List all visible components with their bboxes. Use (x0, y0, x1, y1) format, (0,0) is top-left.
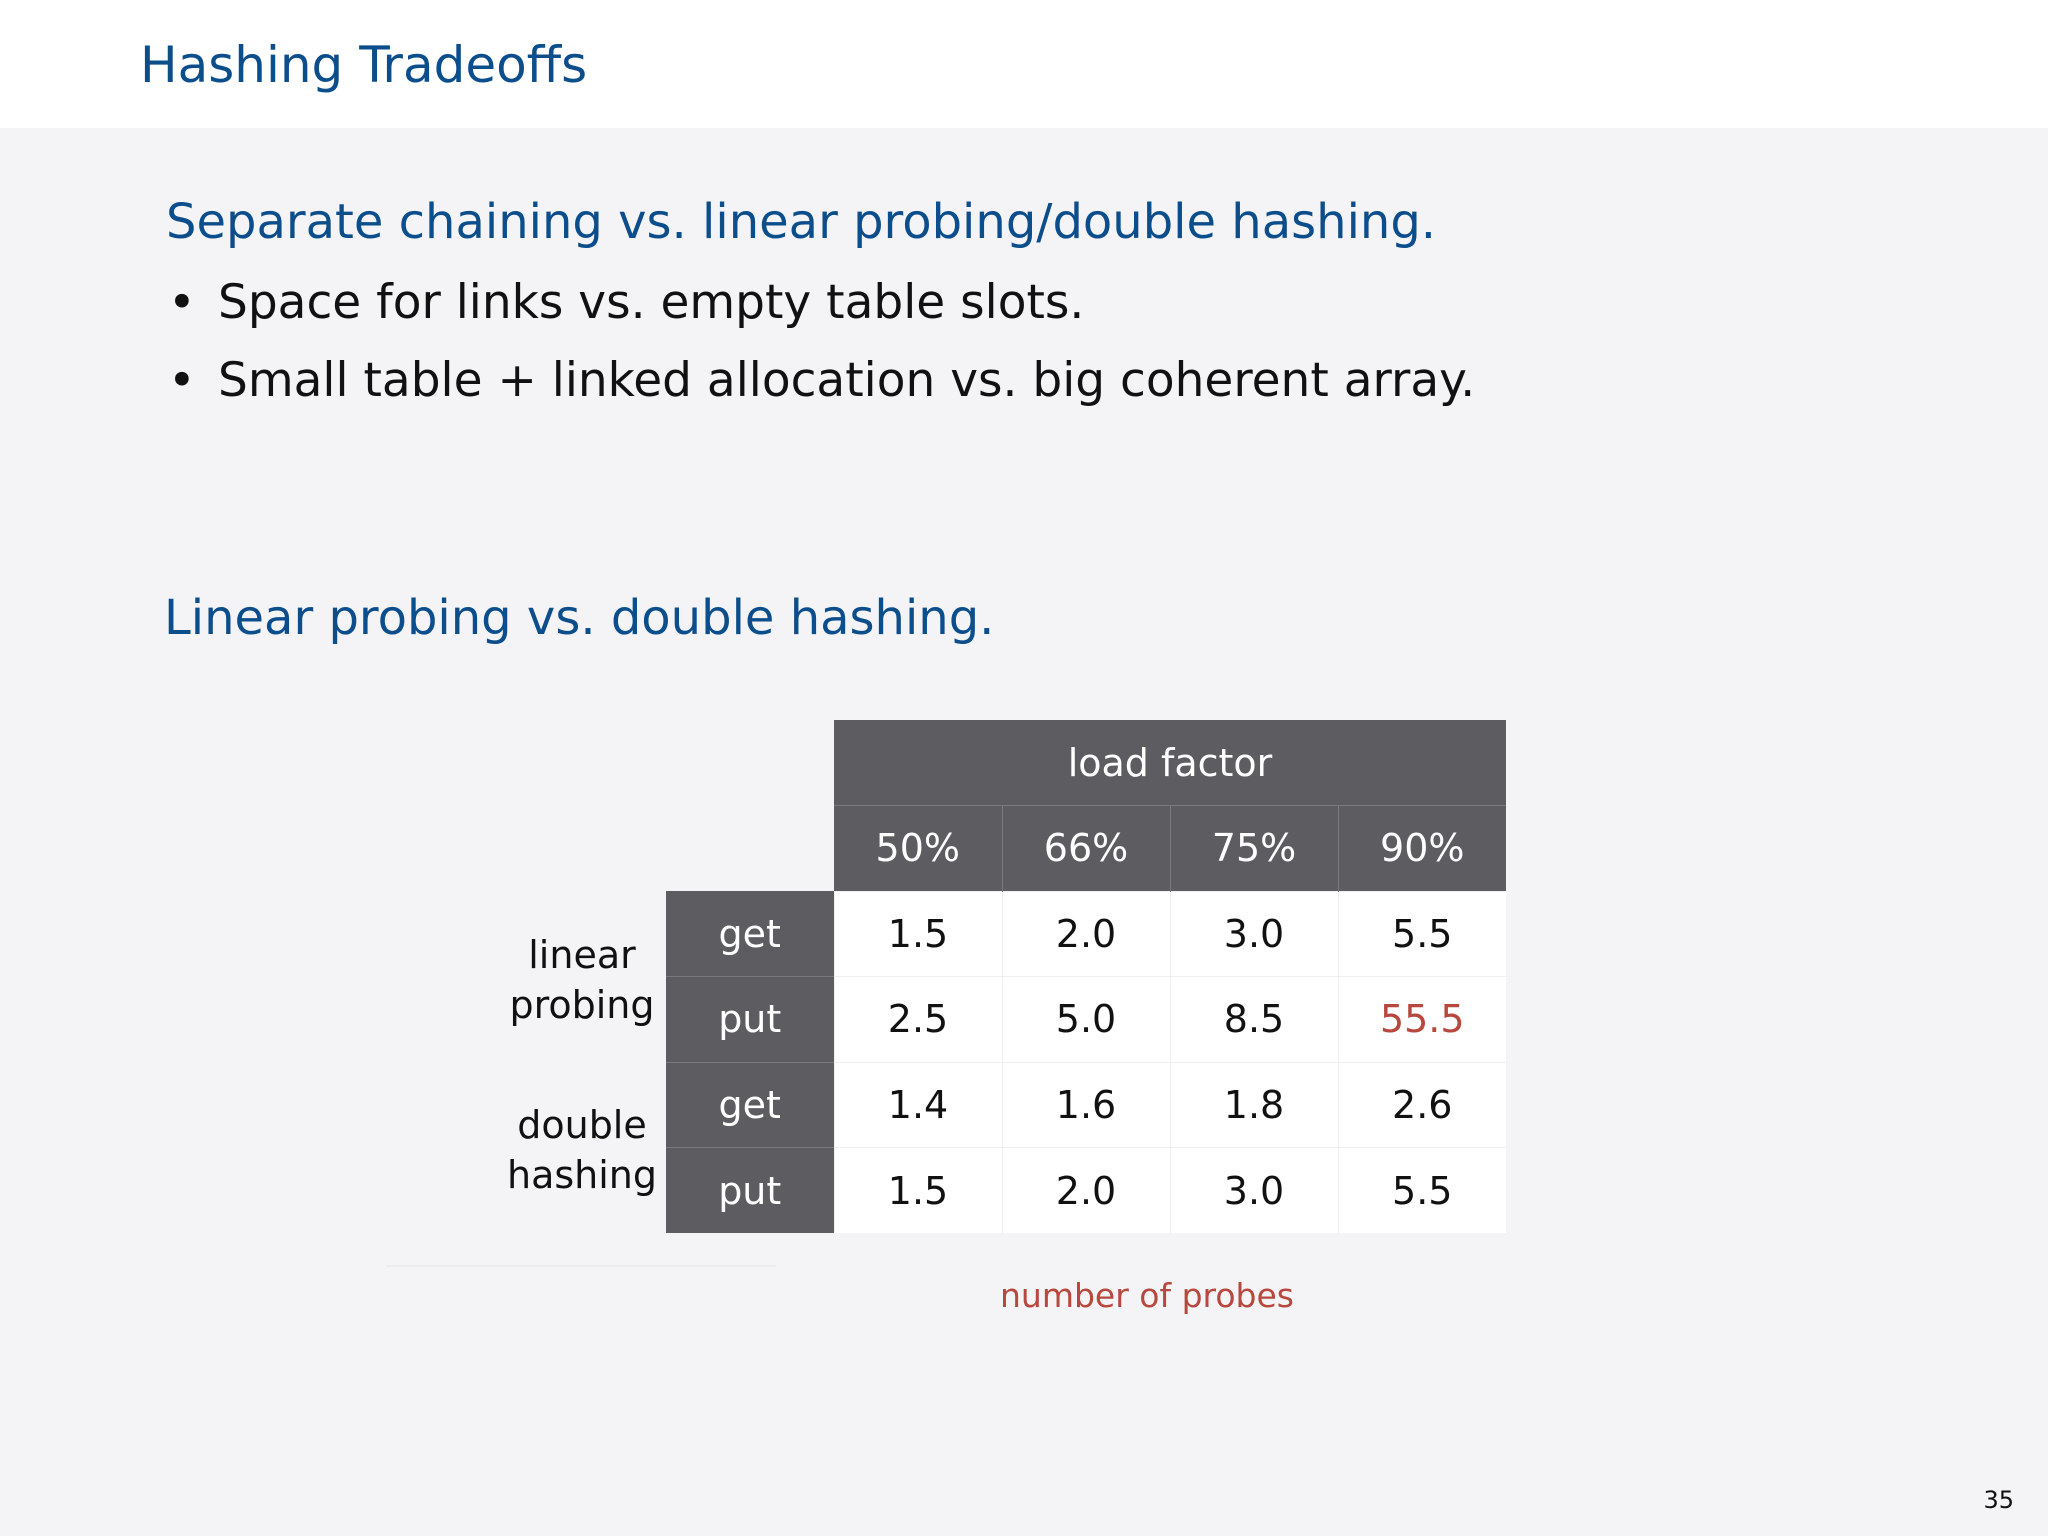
probe-count-table (666, 720, 1506, 1233)
section-heading-chaining: Separate chaining vs. linear probing/double hashing. (166, 194, 1437, 250)
group-label-double-hashing (497, 1100, 667, 1200)
table-cell: 1.5 (834, 1148, 1002, 1234)
bullet-dot: • (168, 275, 196, 330)
operation-label: put (666, 1148, 834, 1234)
table-cell: 2.0 (1002, 891, 1170, 977)
table-cell: 1.4 (834, 1062, 1002, 1148)
column-header: 66% (1002, 806, 1170, 892)
group-label-line: probing (509, 983, 655, 1027)
load-factor-header: load factor (834, 720, 1506, 806)
table-cell: 2.0 (1002, 1148, 1170, 1234)
table-corner (666, 806, 834, 892)
table-cell: 1.8 (1170, 1062, 1338, 1148)
group-label-linear-probing (497, 930, 667, 1030)
table-cell: 2.6 (1338, 1062, 1506, 1148)
table-column-header-row (666, 806, 1506, 892)
bullet-item (168, 353, 1475, 408)
table-cell: 1.6 (1002, 1062, 1170, 1148)
table-row (666, 977, 1506, 1063)
operation-label: put (666, 977, 834, 1063)
section-heading-probing: Linear probing vs. double hashing. (164, 590, 995, 646)
table-header-row (666, 720, 1506, 806)
slide-title: Hashing Tradeoffs (140, 36, 588, 94)
group-label-line: hashing (506, 1153, 657, 1197)
table-cell: 2.5 (834, 977, 1002, 1063)
operation-label: get (666, 1062, 834, 1148)
table-row (666, 1148, 1506, 1234)
table-corner (666, 720, 834, 806)
bullet-text: Space for links vs. empty table slots. (218, 275, 1085, 330)
group-label-line: linear (528, 933, 636, 977)
table-cell: 5.0 (1002, 977, 1170, 1063)
table-cell-highlighted: 55.5 (1338, 977, 1506, 1063)
column-header: 50% (834, 806, 1002, 892)
table-row (666, 891, 1506, 977)
table-row (666, 1062, 1506, 1148)
bullet-item (168, 275, 1084, 330)
bullet-text: Small table + linked allocation vs. big coherent array. (218, 353, 1476, 408)
operation-label: get (666, 891, 834, 977)
table-cell: 5.5 (1338, 1148, 1506, 1234)
divider (386, 1265, 776, 1267)
table-caption: number of probes (1000, 1276, 1295, 1315)
bullet-dot: • (168, 353, 196, 408)
table-cell: 3.0 (1170, 1148, 1338, 1234)
column-header: 75% (1170, 806, 1338, 892)
table-cell: 1.5 (834, 891, 1002, 977)
table-cell: 5.5 (1338, 891, 1506, 977)
table-cell: 3.0 (1170, 891, 1338, 977)
table-cell: 8.5 (1170, 977, 1338, 1063)
slide-header (0, 0, 2048, 128)
page-number: 35 (1983, 1486, 2014, 1514)
group-label-line: double (517, 1103, 647, 1147)
column-header: 90% (1338, 806, 1506, 892)
